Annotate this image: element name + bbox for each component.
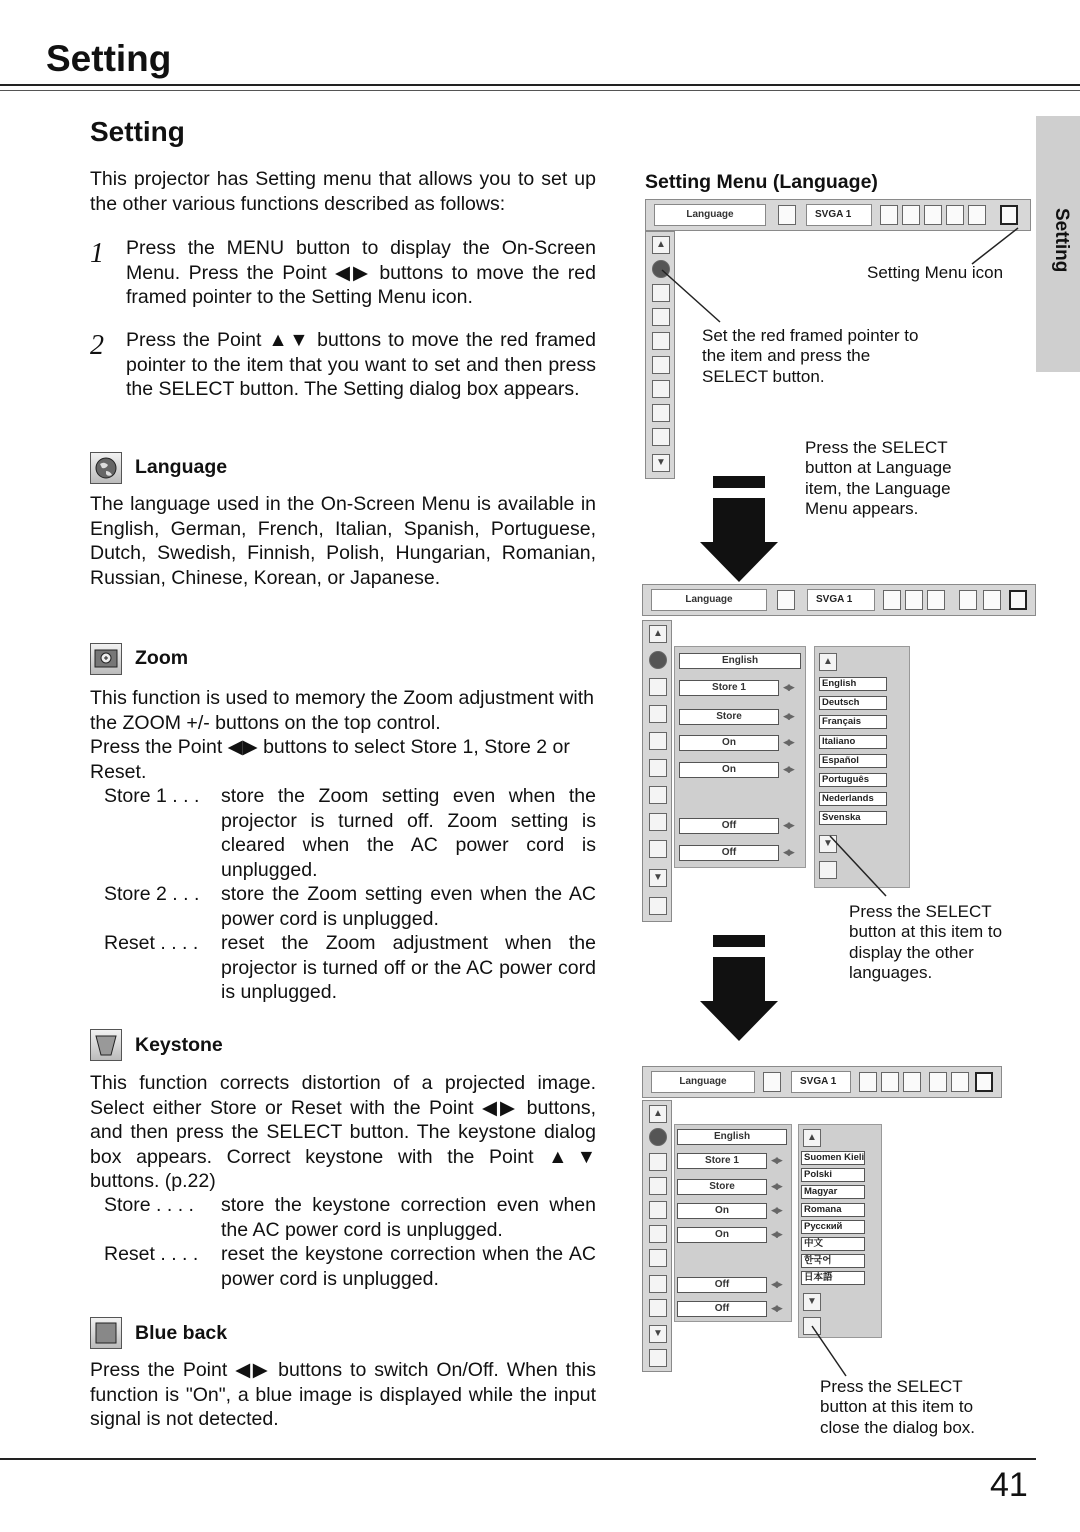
language-icon <box>649 1128 667 1146</box>
language-item: 中文 <box>801 1237 865 1251</box>
exit-icon <box>649 897 667 915</box>
footer-rule <box>0 1458 1036 1460</box>
menu-bar <box>642 584 1036 616</box>
down-arrow-icon <box>700 935 780 1043</box>
side-tab <box>1036 116 1080 372</box>
right-heading: Setting Menu (Language) <box>645 171 878 193</box>
def-desc: store the Zoom setting even when the AC power cord is unplugged. <box>221 883 596 930</box>
def-desc: reset the Zoom adjustment when the projector is turned off or the AC power cord is unplugged. <box>221 932 596 1004</box>
down-arrow-icon: ▼ <box>649 869 667 887</box>
background-icon <box>652 356 670 374</box>
value-field: English <box>677 1129 787 1145</box>
value-field: Store <box>677 1179 767 1195</box>
signal-label: SVGA 1 <box>791 1071 851 1093</box>
image-icon <box>763 1072 781 1092</box>
language-text: The language used in the On-Screen Menu is available in English, German, French, Italian, Spanish, Portuguese, Dutch, Swedish, Finnish, Polish, Hungarian, Romanian, Russian, Chinese, Korean, or Japanese. <box>90 493 596 589</box>
step-number: 1 <box>90 238 104 269</box>
wrench-icon <box>903 1072 921 1092</box>
language-item: Nederlands <box>819 792 887 806</box>
keystone-heading: Keystone <box>135 1034 223 1056</box>
left-right-arrows-icon: ◀▶ <box>771 1303 781 1313</box>
left-right-arrows-icon: ◀▶ <box>783 764 793 774</box>
side-tab-label: Setting <box>1051 208 1072 273</box>
language-item: Suomen Kieli <box>801 1151 865 1165</box>
page-header-title: Setting <box>46 38 172 79</box>
info-icon <box>959 590 977 610</box>
language-icon <box>649 651 667 669</box>
sound-icon <box>649 840 667 858</box>
left-right-arrows-icon: ◀▶ <box>771 1229 781 1239</box>
sound-icon <box>649 1275 667 1293</box>
display-icon <box>652 380 670 398</box>
def-desc: reset the keystone correction when the AC power cord is unplugged. <box>221 1243 596 1290</box>
up-arrow-icon: ▲ <box>803 1129 821 1147</box>
language-item: Français <box>819 715 887 729</box>
values-pane <box>674 646 806 868</box>
leader-line <box>800 1322 860 1382</box>
language-item: Magyar <box>801 1185 865 1199</box>
language-item: Português <box>819 773 887 787</box>
section-title: Setting <box>90 116 185 147</box>
globe-icon <box>90 452 122 484</box>
def-term: Reset . . . . <box>104 932 199 954</box>
blue-back-icon <box>649 732 667 750</box>
sound-icon <box>649 813 667 831</box>
up-arrow-icon: ▲ <box>649 1105 667 1123</box>
value-field: Store 1 <box>679 680 779 696</box>
zoom-icon <box>649 678 667 696</box>
language-item: Italiano <box>819 735 887 749</box>
language-heading: Language <box>135 456 228 478</box>
screen-icon <box>905 590 923 610</box>
signal-label: SVGA 1 <box>807 589 875 611</box>
caption-select-language: Press the SELECT button at Language item, the Language Menu appears. <box>805 438 952 519</box>
blue-back-text: Press the Point ◀▶ buttons to switch On/Off. When this function is "On", a blue image is displayed while the input signal is not detected. <box>90 1359 596 1431</box>
keystone-text: This function corrects distortion of a projected image. Select either Store or Reset with the Point ◀▶ buttons, and then press the SELECT button. The keystone dialog box appears. Correct keystone with the Point ▲▼ buttons. (p.22) <box>90 1072 596 1193</box>
left-right-arrows-icon: ◀▶ <box>771 1279 781 1289</box>
sound-icon <box>649 1299 667 1317</box>
value-field: On <box>677 1203 767 1219</box>
zoom-icon <box>649 1153 667 1171</box>
setting-menu-icon <box>1009 590 1027 610</box>
language-item: 한국어 <box>801 1254 865 1268</box>
value-field: English <box>679 653 801 669</box>
language-item: Deutsch <box>819 696 887 710</box>
language-item: English <box>819 677 887 691</box>
value-field: Off <box>679 845 779 861</box>
exit-icon <box>649 1349 667 1367</box>
values-pane <box>674 1124 792 1322</box>
down-arrow-icon: ▼ <box>652 454 670 472</box>
header-rule <box>0 84 1080 86</box>
down-arrow-icon: ▼ <box>803 1293 821 1311</box>
up-arrow-icon: ▲ <box>819 653 837 671</box>
value-field: On <box>679 735 779 751</box>
value-field: Store 1 <box>677 1153 767 1169</box>
step-text: Press the MENU button to display the On-Screen Menu. Press the Point ◀▶ buttons to move the red framed pointer to the Setting Menu icon. <box>126 237 596 309</box>
screen-icon <box>881 1072 899 1092</box>
language-list <box>798 1124 882 1338</box>
blue-back-heading: Blue back <box>135 1322 228 1344</box>
caption-close-dialog: Press the SELECT button at this item to close the dialog box. <box>820 1377 975 1437</box>
menu-column <box>642 620 672 922</box>
step-number: 2 <box>90 330 104 361</box>
value-field: Off <box>679 818 779 834</box>
display-icon <box>649 786 667 804</box>
def-desc: store the Zoom setting even when the projector is turned off. Zoom setting is cleared when the AC power cord is unplugged. <box>221 785 596 881</box>
down-arrow-icon: ▼ <box>819 835 837 853</box>
caption-pointer: Set the red framed pointer to the item and press the SELECT button. <box>702 326 919 386</box>
zoom-heading: Zoom <box>135 647 189 669</box>
menu-tag: Language <box>651 1071 755 1093</box>
caption-other-languages: Press the SELECT button at this item to display the other languages. <box>849 902 1003 983</box>
intro-text: This projector has Setting menu that allows you to set up the other various functions described as follows: <box>90 168 596 215</box>
language-item: Español <box>819 754 887 768</box>
blue-back-icon <box>649 1201 667 1219</box>
left-right-arrows-icon: ◀▶ <box>783 820 793 830</box>
adjust-icon <box>859 1072 877 1092</box>
left-right-arrows-icon: ◀▶ <box>771 1205 781 1215</box>
zoom-text: This function is used to memory the Zoom adjustment with the ZOOM +/- buttons on the top control. <box>90 687 594 734</box>
sound-icon <box>652 428 670 446</box>
step-text: Press the Point ▲▼ buttons to move the red framed pointer to the item that you want to set and then press the SELECT button. The Setting dialog box appears. <box>126 329 596 401</box>
leader-line <box>820 830 900 910</box>
left-right-arrows-icon: ◀▶ <box>771 1181 781 1191</box>
def-desc: store the keystone correction even when the AC power cord is unplugged. <box>221 1194 596 1241</box>
exit-icon <box>951 1072 969 1092</box>
background-icon <box>649 759 667 777</box>
keystone-icon <box>649 1177 667 1195</box>
down-arrow-icon <box>700 476 780 584</box>
language-item: Romana <box>801 1203 865 1217</box>
sound-icon <box>652 404 670 422</box>
info-icon <box>929 1072 947 1092</box>
caption-setting-icon: Setting Menu icon <box>867 263 1004 282</box>
value-field: Store <box>679 709 779 725</box>
left-right-arrows-icon: ◀▶ <box>771 1155 781 1165</box>
wrench-icon <box>927 590 945 610</box>
setting-menu-icon <box>975 1072 993 1092</box>
value-field: Off <box>677 1277 767 1293</box>
down-arrow-icon: ▼ <box>649 1325 667 1343</box>
language-item: Polski <box>801 1168 865 1182</box>
def-term: Store . . . . <box>104 1194 194 1216</box>
left-right-arrows-icon: ◀▶ <box>783 711 793 721</box>
menu-bar <box>642 1066 1002 1098</box>
up-arrow-icon: ▲ <box>652 236 670 254</box>
left-right-arrows-icon: ◀▶ <box>783 682 793 692</box>
menu-column <box>642 1100 672 1372</box>
value-field: Off <box>677 1301 767 1317</box>
zoom-icon <box>90 643 122 675</box>
language-item: Русский <box>801 1220 865 1234</box>
left-right-arrows-icon: ◀▶ <box>783 847 793 857</box>
blue-back-icon <box>90 1317 122 1349</box>
language-item: 日本語 <box>801 1271 865 1285</box>
def-term: Store 1 . . . <box>104 785 200 807</box>
header-rule-thin <box>0 90 1080 91</box>
background-icon <box>649 1225 667 1243</box>
signal-label: SVGA 1 <box>806 204 872 226</box>
page-number: 41 <box>990 1466 1028 1504</box>
menu-tag: Language <box>654 204 766 226</box>
adjust-icon <box>883 590 901 610</box>
up-arrow-icon: ▲ <box>649 625 667 643</box>
exit-icon <box>983 590 1001 610</box>
image-icon <box>777 590 795 610</box>
menu-tag: Language <box>651 589 767 611</box>
zoom-text: Press the Point ◀▶ buttons to select Store 1, Store 2 or Reset. <box>90 736 570 783</box>
language-item: Svenska <box>819 811 887 825</box>
display-icon <box>649 1249 667 1267</box>
def-term: Reset . . . . <box>104 1243 199 1265</box>
value-field: On <box>679 762 779 778</box>
keystone-icon <box>90 1029 122 1061</box>
value-field: On <box>677 1227 767 1243</box>
keystone-icon <box>649 705 667 723</box>
def-term: Store 2 . . . <box>104 883 200 905</box>
left-right-arrows-icon: ◀▶ <box>783 737 793 747</box>
